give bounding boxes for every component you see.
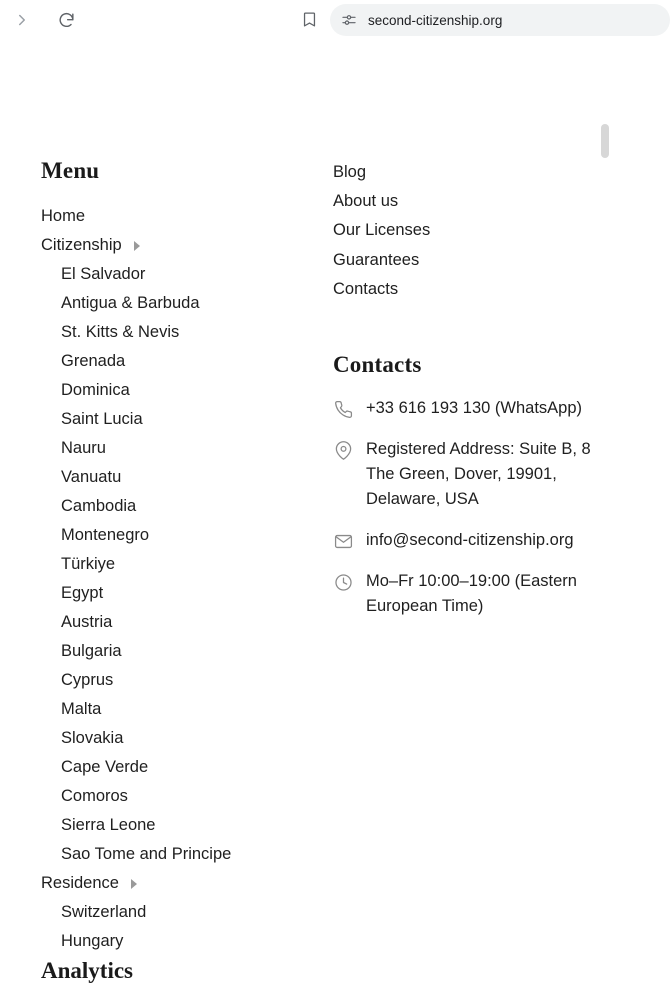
- menu-item-label: Antigua & Barbuda: [61, 294, 200, 312]
- menu-item-label: Cyprus: [61, 671, 114, 689]
- menu-item-austria[interactable]: [41, 608, 311, 637]
- menu-item-cambodia[interactable]: [41, 492, 311, 521]
- list-item: [41, 927, 311, 956]
- menu-item-label: Cape Verde: [61, 758, 149, 776]
- forward-button[interactable]: [8, 6, 36, 34]
- menu-title: Menu: [41, 158, 100, 183]
- reload-icon[interactable]: [52, 6, 80, 34]
- menu-item-el-salvador[interactable]: [41, 260, 311, 289]
- list-item: [41, 318, 311, 347]
- menu-item-sao-tome-and-principe[interactable]: [41, 840, 311, 869]
- contact-row: [333, 528, 601, 553]
- list-item: [41, 347, 311, 376]
- chevron-right-icon[interactable]: [134, 241, 140, 251]
- page-viewport: [0, 40, 610, 983]
- links-column: [333, 158, 601, 635]
- menu-item-label: Home: [41, 207, 86, 225]
- list-item: [41, 376, 311, 405]
- list-item: [333, 187, 601, 216]
- next-section-title-partial: Analytics: [41, 958, 133, 983]
- menu-item-label: El Salvador: [61, 265, 146, 283]
- menu-item-st-kitts-nevis[interactable]: [41, 318, 311, 347]
- list-item: [41, 231, 311, 260]
- menu-item-label: Residence: [41, 874, 119, 892]
- list-item: [333, 216, 601, 245]
- list-item: [41, 521, 311, 550]
- menu-item-cyprus[interactable]: [41, 666, 311, 695]
- menu-item-label: Egypt: [61, 584, 104, 602]
- list-item: [41, 869, 311, 898]
- footer-link-guarantees[interactable]: Guarantees: [333, 250, 420, 269]
- list-item: [41, 289, 311, 318]
- contact-rows: [333, 396, 601, 619]
- list-item: [41, 260, 311, 289]
- menu-item-comoros[interactable]: [41, 782, 311, 811]
- menu-item-label: Montenegro: [61, 526, 150, 544]
- contact-row: [333, 396, 601, 421]
- url-text: second-citizenship.org: [368, 12, 503, 28]
- menu-item-montenegro[interactable]: [41, 521, 311, 550]
- page-scrollbar[interactable]: [600, 40, 610, 932]
- contact-text[interactable]: info@second-citizenship.org: [366, 531, 574, 550]
- menu-item-residence[interactable]: [41, 869, 311, 898]
- contact-row: [333, 437, 601, 512]
- clock-icon: [333, 572, 353, 592]
- menu-item-label: Bulgaria: [61, 642, 122, 660]
- menu-item-sierra-leone[interactable]: [41, 811, 311, 840]
- menu-item-label: Malta: [61, 700, 102, 718]
- browser-toolbar: [0, 0, 610, 40]
- menu-item-citizenship[interactable]: [41, 231, 311, 260]
- menu-item-hungary[interactable]: [41, 927, 311, 956]
- contact-text[interactable]: Registered Address: Suite B, 8 The Green, Dover, 19901, Delaware, USA: [366, 440, 591, 509]
- menu-item-label: Sierra Leone: [61, 816, 156, 834]
- menu-item-label: Grenada: [61, 352, 126, 370]
- list-item: [41, 434, 311, 463]
- menu-item-grenada[interactable]: [41, 347, 311, 376]
- address-bar[interactable]: [330, 4, 670, 36]
- list-item: [41, 637, 311, 666]
- menu-item-label: Sao Tome and Principe: [61, 845, 232, 863]
- menu-item-label: Switzerland: [61, 903, 147, 921]
- menu-item-malta[interactable]: [41, 695, 311, 724]
- list-item: [41, 579, 311, 608]
- footer-link-about-us[interactable]: About us: [333, 192, 399, 211]
- menu-item-label: Austria: [61, 613, 113, 631]
- footer-content: [0, 40, 600, 983]
- list-item: [41, 492, 311, 521]
- menu-item-dominica[interactable]: [41, 376, 311, 405]
- menu-item-label: Nauru: [61, 439, 106, 457]
- bookmark-icon[interactable]: [296, 6, 322, 32]
- list-item: [41, 840, 311, 869]
- menu-item-saint-lucia[interactable]: [41, 405, 311, 434]
- menu-item-antigua-barbuda[interactable]: [41, 289, 311, 318]
- contacts-title: Contacts: [333, 352, 422, 378]
- menu-item-label: Hungary: [61, 932, 124, 950]
- menu-item-slovakia[interactable]: [41, 724, 311, 753]
- list-item: [41, 550, 311, 579]
- menu-item-cape-verde[interactable]: [41, 753, 311, 782]
- menu-item-home[interactable]: [41, 202, 311, 231]
- menu-item-bulgaria[interactable]: [41, 637, 311, 666]
- list-item: [41, 463, 311, 492]
- menu-item-label: Slovakia: [61, 729, 124, 747]
- contacts-block: [333, 352, 601, 619]
- list-item: [333, 275, 601, 304]
- menu-list: [41, 202, 311, 956]
- list-item: [41, 782, 311, 811]
- menu-item-nauru[interactable]: [41, 434, 311, 463]
- footer-link-our-licenses[interactable]: Our Licenses: [333, 221, 431, 240]
- menu-item-t-rkiye[interactable]: [41, 550, 311, 579]
- menu-item-label: Cambodia: [61, 497, 137, 515]
- list-item: [41, 405, 311, 434]
- menu-item-label: Vanuatu: [61, 468, 122, 486]
- list-item: [41, 724, 311, 753]
- menu-item-egypt[interactable]: [41, 579, 311, 608]
- menu-item-label: Citizenship: [41, 236, 122, 254]
- list-item: [41, 608, 311, 637]
- list-item: [41, 753, 311, 782]
- envelope-icon: [333, 531, 353, 551]
- menu-item-label: Saint Lucia: [61, 410, 143, 428]
- menu-column: [41, 158, 311, 956]
- list-item: [41, 666, 311, 695]
- list-item: [41, 202, 311, 231]
- menu-item-switzerland[interactable]: [41, 898, 311, 927]
- menu-item-label: Dominica: [61, 381, 130, 399]
- menu-item-label: Comoros: [61, 787, 128, 805]
- list-item: [333, 246, 601, 275]
- contact-row: [333, 569, 601, 619]
- list-item: [41, 811, 311, 840]
- list-item: [41, 695, 311, 724]
- phone-icon: [333, 399, 353, 419]
- chevron-right-icon[interactable]: [131, 879, 137, 889]
- contact-text[interactable]: Mo–Fr 10:00–19:00 (Eastern European Time): [366, 572, 577, 616]
- contact-text[interactable]: +33 616 193 130 (WhatsApp): [366, 399, 583, 418]
- footer-link-contacts[interactable]: Contacts: [333, 279, 399, 298]
- menu-item-label: Türkiye: [61, 555, 116, 573]
- site-settings-icon[interactable]: [340, 11, 358, 29]
- scrollbar-thumb[interactable]: [601, 124, 609, 158]
- list-item: [41, 898, 311, 927]
- menu-item-label: St. Kitts & Nevis: [61, 323, 180, 341]
- secondary-link-list: [333, 158, 601, 304]
- location-pin-icon: [333, 440, 353, 460]
- menu-item-vanuatu[interactable]: [41, 463, 311, 492]
- footer-link-blog[interactable]: Blog: [333, 163, 367, 181]
- list-item: [333, 158, 601, 187]
